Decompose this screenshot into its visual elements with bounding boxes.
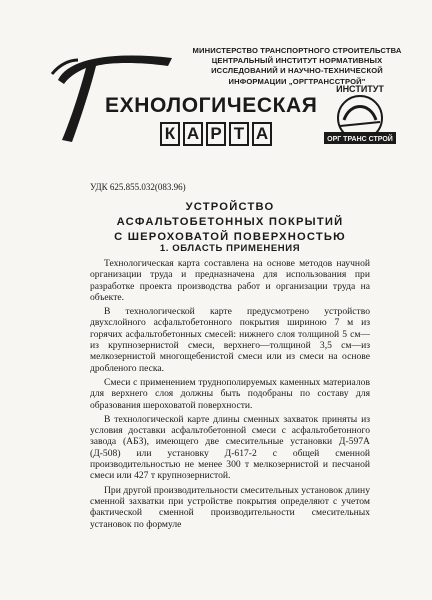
ministry-line: МИНИСТЕРСТВО ТРАНСПОРТНОГО СТРОИТЕЛЬСТВА: [192, 46, 402, 55]
paragraph: Смеси с применением труднополируемых каменных материалов для верхнего слоя должны быть подобраны по составу для образования шероховатой поверхности.: [90, 376, 370, 411]
paragraph: В технологической карте предусмотрено устройство двухслойного асфальтобетонного покрытия шириною 7 м из горячих асфальтобетонных смесей: нижнего слоя толщиной 5 см—из крупнозернистой смеси, верхнего—толщиной 3,5 см—из мелкозернистой многощебенистой смеси или из смеси на основе дробленого песка.: [90, 306, 370, 374]
orgtransstroy-logo: [310, 82, 410, 154]
document-title-line: УСТРОЙСТВО: [185, 201, 275, 213]
ministry-line: ИССЛЕДОВАНИЙ И НАУЧНО-ТЕХНИЧЕСКОЙ: [211, 66, 383, 76]
document-title-line: С ШЕРОХОВАТОЙ ПОВЕРХНОСТЬЮ: [114, 231, 346, 243]
karta-letter: А: [183, 122, 203, 146]
karta-letter: Т: [229, 122, 249, 146]
ministry-line: ИНФОРМАЦИИ „ОРГТРАНССТРОЙ": [228, 76, 366, 86]
tekhnologicheskaya-title: ЕХНОЛОГИЧЕСКАЯ: [105, 94, 318, 117]
ministry-line: ЦЕНТРАЛЬНЫЙ ИНСТИТУТ НОРМАТИВНЫХ: [211, 56, 383, 66]
paragraph: В технологической карте длины сменных захваток приняты из условия доставки асфальтобетонной смеси с асфальтобетонного завода (АБЗ), имеющего две смесительные установки Д-597А (Д-508) или установку Д-617-2 с общей сменной производительностью не менее 300 т мелкозернистой и песчаной смеси или 427 т крупнозернистой.: [90, 413, 370, 482]
logo-top-text: ИНСТИТУТ: [336, 84, 384, 94]
karta-letter: К: [160, 122, 180, 146]
karta-letter: А: [252, 122, 272, 146]
karta-letter: Р: [206, 122, 226, 146]
ministry-header: [172, 46, 422, 87]
section-heading: 1. ОБЛАСТЬ ПРИМЕНЕНИЯ: [159, 243, 301, 254]
paragraph: При другой производительности смесительных установок длину сменной захватки при устройстве покрытия определяют с учетом фактической сменной производительности смесительных установок по формуле: [90, 484, 370, 530]
document-title: [100, 200, 360, 245]
udk-code: УДК 625.855.032(083.96): [90, 182, 186, 192]
karta-boxed-title: [160, 122, 272, 148]
paragraph: Технологическая карта составлена на основе методов научной организации труда и предназначена для использования при разработке проекта производства работ и организации труда на объекте.: [90, 258, 370, 303]
logo-band-text: ОРГ ТРАНС СТРОЙ: [327, 136, 393, 143]
document-title-line: АСФАЛЬТОБЕТОННЫХ ПОКРЫТИЙ: [116, 216, 344, 228]
section-body: [90, 258, 370, 533]
